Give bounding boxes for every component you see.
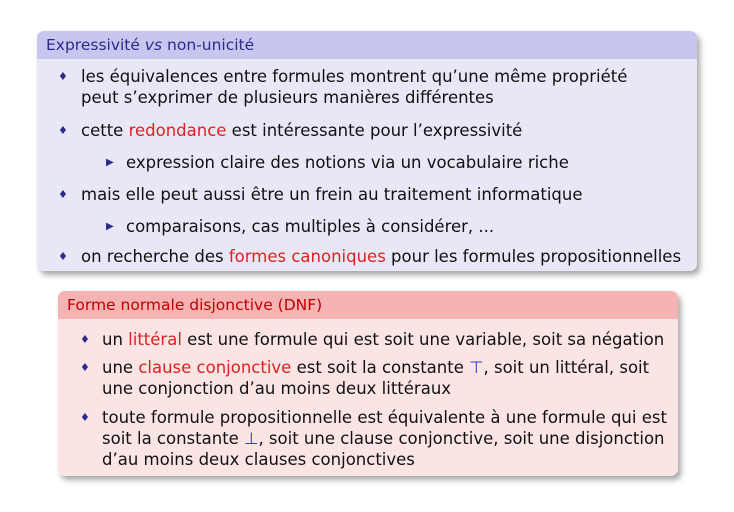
- top-symbol: ⊤: [469, 358, 484, 377]
- text: , soit un littéral, soit: [483, 358, 650, 377]
- list-item-line: les équivalences entre formules montrent qu’une même propriété: [81, 67, 628, 86]
- highlight-term: littéral: [128, 330, 182, 349]
- title-text: non-unicité: [162, 36, 255, 54]
- text: un: [102, 330, 129, 349]
- list-item: [81, 120, 522, 141]
- highlight-term: formes canoniques: [228, 247, 386, 266]
- list-item: [102, 357, 649, 399]
- triangle-bullet-icon: ▶: [106, 221, 114, 232]
- list-item-line: [102, 428, 667, 449]
- triangle-bullet-icon: ▶: [106, 157, 114, 168]
- diamond-bullet-icon: ♦: [80, 333, 90, 346]
- highlight-term: redondance: [128, 121, 227, 140]
- list-item: mais elle peut aussi être un frein au traitement informatique: [81, 185, 583, 204]
- list-item: [81, 66, 627, 108]
- dnf-block-title: Forme normale disjonctive (DNF): [58, 291, 678, 319]
- list-item-line: toute formule propositionnelle est équivalente à une formule qui est: [102, 408, 667, 427]
- text: est intéressante pour l’expressivité: [226, 121, 523, 140]
- text: pour les formules propositionnelles: [385, 247, 682, 266]
- diamond-bullet-icon: ♦: [80, 411, 90, 424]
- text: une: [102, 358, 139, 377]
- list-item: [102, 329, 664, 350]
- text: est une formule qui est soit une variable, soit sa négation: [181, 330, 665, 349]
- text: soit la constante: [102, 429, 245, 448]
- title-emphasis: vs: [144, 36, 163, 54]
- text: , soit une clause conjonctive, soit une disjonction: [258, 429, 665, 448]
- bottom-symbol: ⊥: [244, 429, 259, 448]
- sub-list-item: comparaisons, cas multiples à considérer, ...: [126, 217, 495, 236]
- list-item-line: [102, 357, 649, 378]
- list-item-line: une conjonction d’au moins deux littéraux: [102, 379, 452, 398]
- text: est soit la constante: [291, 358, 470, 377]
- diamond-bullet-icon: ♦: [58, 250, 68, 263]
- list-item: [81, 246, 681, 267]
- text: on recherche des: [81, 247, 229, 266]
- list-item-line: d’au moins deux clauses conjonctives: [102, 450, 415, 469]
- diamond-bullet-icon: ♦: [58, 124, 68, 137]
- text: cette: [81, 121, 129, 140]
- diamond-bullet-icon: ♦: [80, 361, 90, 374]
- list-item-line: peut s’exprimer de plusieurs manières différentes: [81, 88, 494, 107]
- expressivity-block-title: [37, 31, 697, 59]
- sub-list-item: expression claire des notions via un vocabulaire riche: [126, 153, 569, 172]
- title-text: Expressivité: [46, 36, 145, 54]
- diamond-bullet-icon: ♦: [58, 188, 68, 201]
- highlight-term: clause conjonctive: [138, 358, 292, 377]
- list-item: [102, 407, 667, 470]
- diamond-bullet-icon: ♦: [58, 70, 68, 83]
